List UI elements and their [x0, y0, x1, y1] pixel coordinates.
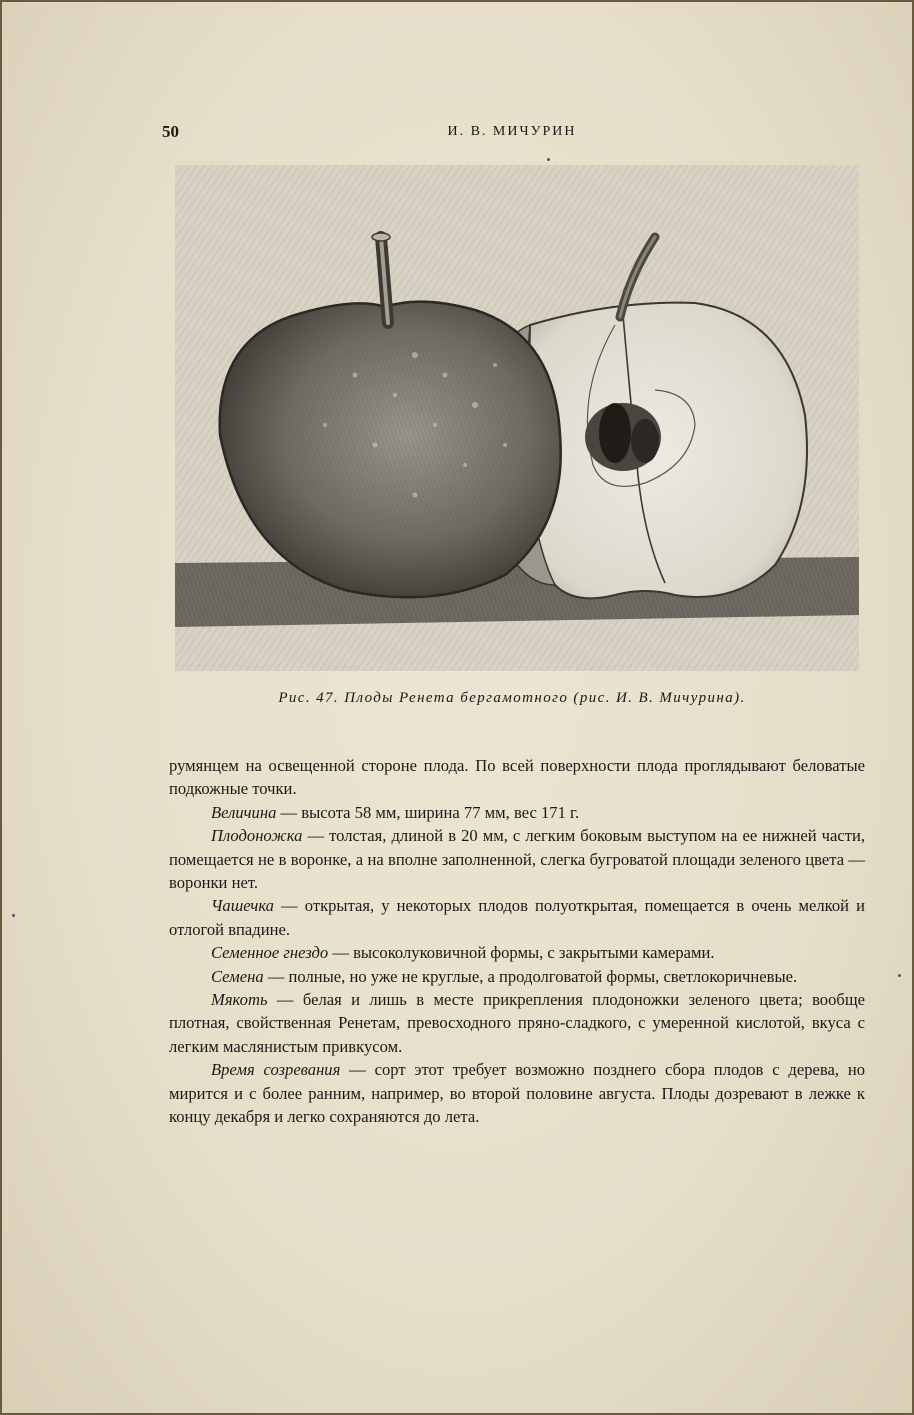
- desc-size: — высота 58 мм, ширина 77 мм, вес 171 г.: [276, 802, 580, 822]
- paragraph-stem: [169, 824, 865, 894]
- term-size: Величина: [211, 802, 277, 822]
- paragraph-flesh: [169, 988, 865, 1058]
- paragraph-calyx: [169, 894, 865, 941]
- desc-seed-cavity: — высоколуковичной формы, с закрытыми камерами.: [328, 943, 715, 963]
- term-ripening: Время созревания: [211, 1060, 341, 1080]
- page-header: [162, 122, 862, 146]
- term-seed-cavity: Семенное гнездо: [211, 943, 329, 963]
- paragraph-seeds: [169, 965, 865, 988]
- ink-speck: [12, 914, 15, 917]
- desc-seeds: — полные, но уже не круглые, а продолговатой формы, светлокоричневые.: [263, 966, 798, 986]
- page-number: 50: [162, 122, 179, 141]
- paragraph-size: [169, 801, 865, 824]
- desc-flesh: — белая и лишь в месте прикрепления плодоножки зеленого цвета; вообще плотная, свойственная Ренетам, превосходного пряно-сладкого, с умеренной кислотой, вкуса с легким маслянистым привкусом.: [169, 990, 865, 1056]
- running-head: И. В. МИЧУРИН: [447, 124, 577, 139]
- desc-ripening: — сорт этот требует возможно позднего сбора плодов с дерева, но мирится и с более ранним, например, во второй половине августа. Плоды дозревают в лежке к концу декабря и легко сохраняются до лета.: [169, 1060, 865, 1127]
- term-calyx: Чашечка: [211, 896, 274, 916]
- desc-calyx: — открытая, у некоторых плодов полуоткрытая, помещается в очень мелкой и отлогой впадине.: [169, 896, 865, 939]
- ink-speck: [898, 974, 901, 977]
- paragraph-ripening: [169, 1058, 865, 1128]
- apple-illustration: [175, 165, 859, 671]
- figure-caption: Рис. 47. Плоды Ренета бергамотного (рис. И. В. Мичурина).: [278, 690, 746, 706]
- desc-stem: — толстая, длиной в 20 мм, с легким боковым выступом на ее нижней части, помещается не в воронке, а на вполне заполненной, слегка бугроватой площади зеленого цвета — воронки нет.: [169, 826, 865, 893]
- term-seeds: Семена: [211, 966, 264, 986]
- term-stem: Плодоножка: [211, 826, 303, 846]
- paragraph-seed-cavity: [169, 941, 865, 964]
- term-flesh: Мякоть: [211, 990, 268, 1010]
- paragraph-continuation: румянцем на освещенной стороне плода. По всей поверхности плода проглядывают беловатые подкожные точки.: [169, 756, 865, 799]
- ink-speck: [547, 158, 550, 161]
- body-text: [169, 754, 865, 1129]
